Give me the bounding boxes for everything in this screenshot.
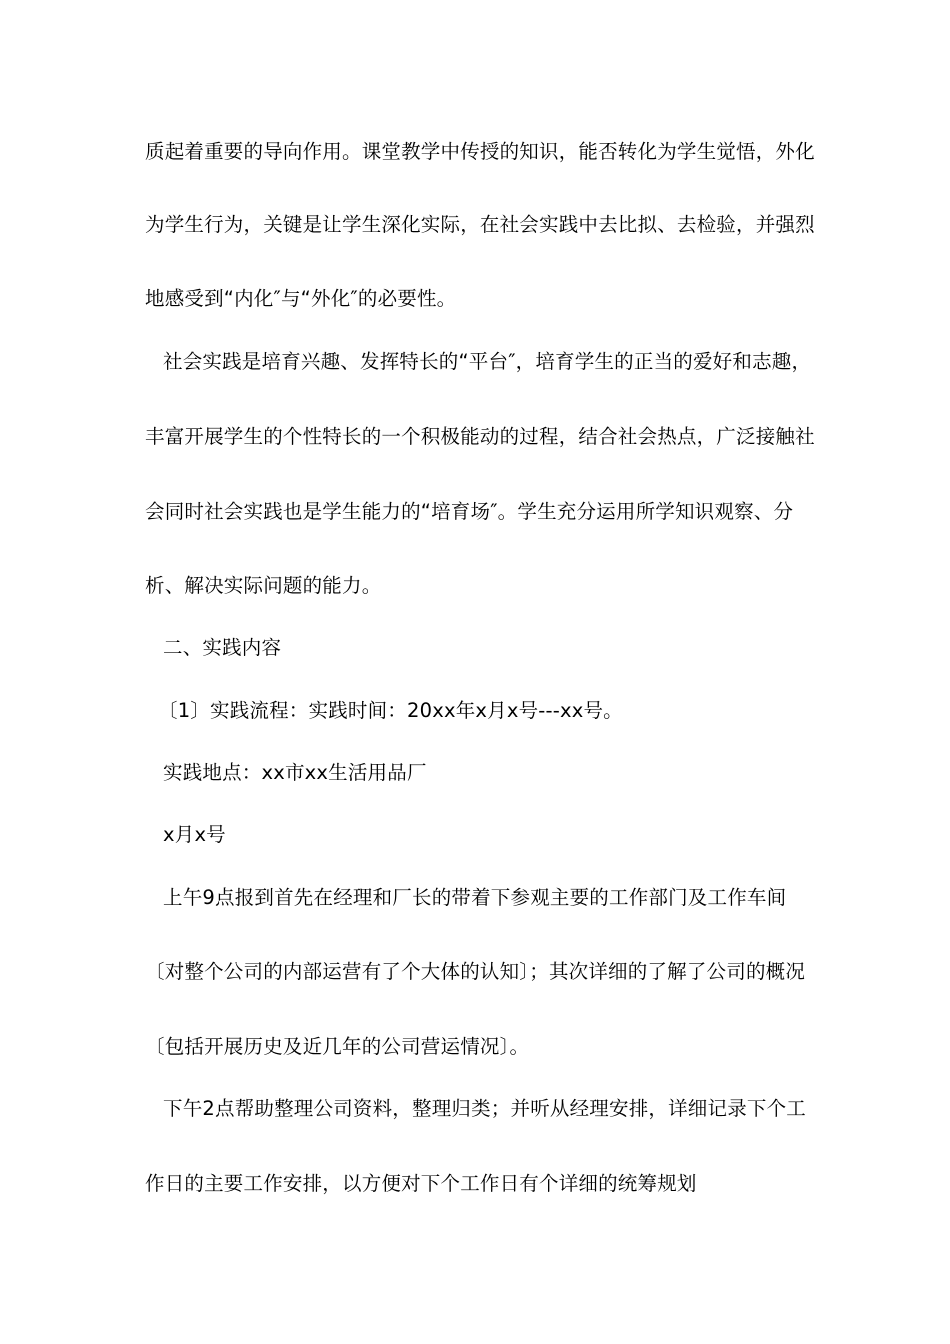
paragraph-line: 〔1〕实践流程：实践时间：20xx年x月x号---xx号。 xyxy=(158,699,623,722)
paragraph-line: 地感受到“内化″与“外化″的必要性。 xyxy=(145,287,457,310)
paragraph-line: 〔包括开展历史及近几年的公司营运情况〕。 xyxy=(145,1035,530,1058)
paragraph-line: 为学生行为，关键是让学生深化实际，在社会实践中去比拟、去检验，并强烈 xyxy=(145,213,815,236)
paragraph-line: 会同时社会实践也是学生能力的“培育场″。学生充分运用所学知识观察、分 xyxy=(145,500,794,523)
paragraph-line: 丰富开展学生的个性特长的一个积极能动的过程，结合社会热点，广泛接触社 xyxy=(145,425,815,448)
paragraph-line: 质起着重要的导向作用。课堂教学中传授的知识，能否转化为学生觉悟，外化 xyxy=(145,140,815,163)
paragraph-line: 下午2点帮助整理公司资料，整理归类；并听从经理安排，详细记录下个工 xyxy=(163,1097,807,1120)
paragraph-line: 〔对整个公司的内部运营有了个大体的认知〕；其次详细的了解了公司的概况 xyxy=(145,960,806,983)
section-heading: 二、实践内容 xyxy=(163,636,282,659)
paragraph-line: 实践地点：xx市xx生活用品厂 xyxy=(163,761,427,784)
paragraph-line: 析、解决实际问题的能力。 xyxy=(145,574,382,597)
paragraph-line: 社会实践是培育兴趣、发挥特长的“平台″，培育学生的正当的爱好和志趣， xyxy=(163,350,812,373)
date-line: x月x号 xyxy=(163,823,226,846)
paragraph-line: 上午9点报到首先在经理和厂长的带着下参观主要的工作部门及工作车间 xyxy=(163,886,787,909)
paragraph-line: 作日的主要工作安排，以方便对下个工作日有个详细的统筹规划 xyxy=(145,1172,697,1195)
